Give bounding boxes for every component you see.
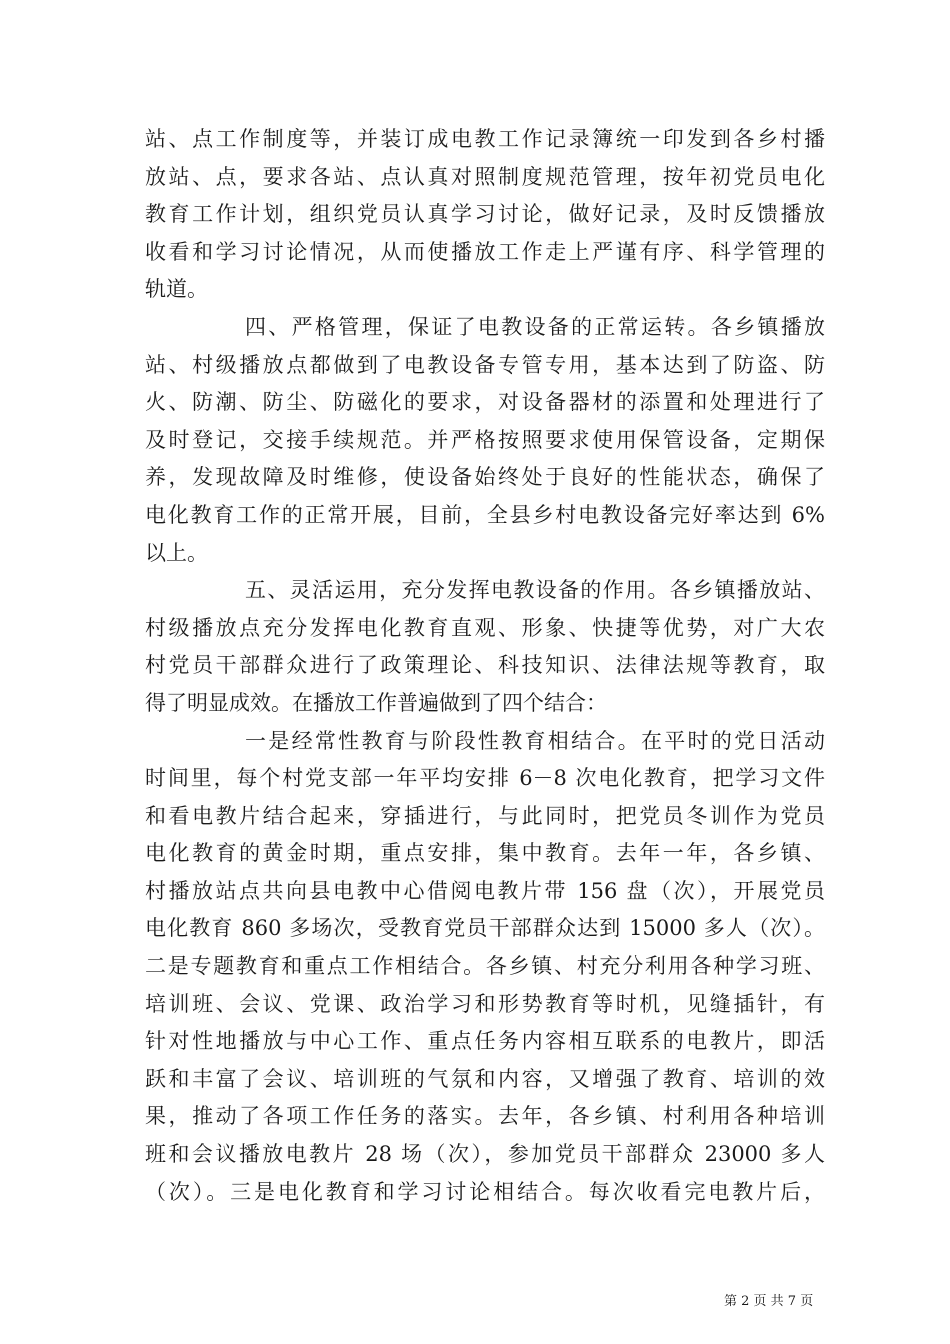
text-line: 时间里，每个村党支部一年平均安排 6－8 次电化教育，把学习文件 [145, 766, 825, 791]
document-body [145, 121, 825, 1211]
paragraph-start-line: 四、严格管理，保证了电教设备的正常运转。各乡镇播放 [245, 314, 825, 339]
text-line: （次）。三是电化教育和学习讨论相结合。每次收看完电教片后， [145, 1179, 825, 1204]
text-line: 教育工作计划，组织党员认真学习讨论，做好记录，及时反馈播放 [145, 202, 825, 227]
text-line: 二是专题教育和重点工作相结合。各乡镇、村充分利用各种学习班、 [145, 954, 825, 979]
paragraph-start-line: 一是经常性教育与阶段性教育相结合。在平时的党日活动 [245, 728, 825, 753]
text-line: 村播放站点共向县电教中心借阅电教片带 156 盘（次），开展党员 [145, 878, 825, 903]
text-line: 电化教育 860 多场次，受教育党员干部群众达到 15000 多人（次）。 [145, 916, 825, 941]
text-line: 站、村级播放点都做到了电教设备专管专用，基本达到了防盗、防 [145, 352, 825, 377]
paragraph-start-line: 五、灵活运用，充分发挥电教设备的作用。各乡镇播放站、 [245, 578, 825, 603]
text-line: 收看和学习讨论情况，从而使播放工作走上严谨有序、科学管理的 [145, 239, 825, 264]
text-line: 电化教育的黄金时期，重点安排，集中教育。去年一年，各乡镇、 [145, 841, 825, 866]
text-line: 电化教育工作的正常开展，目前，全县乡村电教设备完好率达到 6% [145, 502, 825, 527]
text-line: 果，推动了各项工作任务的落实。去年，各乡镇、村利用各种培训 [145, 1104, 825, 1129]
text-line: 和看电教片结合起来，穿插进行，与此同时，把党员冬训作为党员 [145, 803, 825, 828]
page-number-footer: 第 2 页 共 7 页 [724, 1294, 814, 1309]
text-line: 轨道。 [145, 277, 208, 302]
text-line: 村党员干部群众进行了政策理论、科技知识、法律法规等教育，取 [145, 653, 825, 678]
text-line: 及时登记，交接手续规范。并严格按照要求使用保管设备，定期保 [145, 427, 825, 452]
text-line: 以上。 [145, 540, 208, 565]
text-line: 站、点工作制度等，并装订成电教工作记录簿统一印发到各乡村播 [145, 127, 825, 151]
text-line: 火、防潮、防尘、防磁化的要求，对设备器材的添置和处理进行了 [145, 390, 825, 415]
text-line: 跃和丰富了会议、培训班的气氛和内容，又增强了教育、培训的效 [145, 1066, 825, 1091]
text-line: 班和会议播放电教片 28 场（次），参加党员干部群众 23000 多人 [145, 1142, 825, 1167]
text-line: 培训班、会议、党课、政治学习和形势教育等时机，见缝插针，有 [145, 991, 825, 1016]
text-line: 放站、点，要求各站、点认真对照制度规范管理，按年初党员电化 [145, 164, 825, 189]
text-line: 养，发现故障及时维修，使设备始终处于良好的性能状态，确保了 [145, 465, 825, 490]
text-line: 村级播放点充分发挥电化教育直观、形象、快捷等优势，对广大农 [145, 615, 825, 640]
text-line: 针对性地播放与中心工作、重点任务内容相互联系的电教片，即活 [145, 1029, 825, 1054]
text-line: 得了明显成效。在播放工作普遍做到了四个结合： [145, 690, 607, 715]
